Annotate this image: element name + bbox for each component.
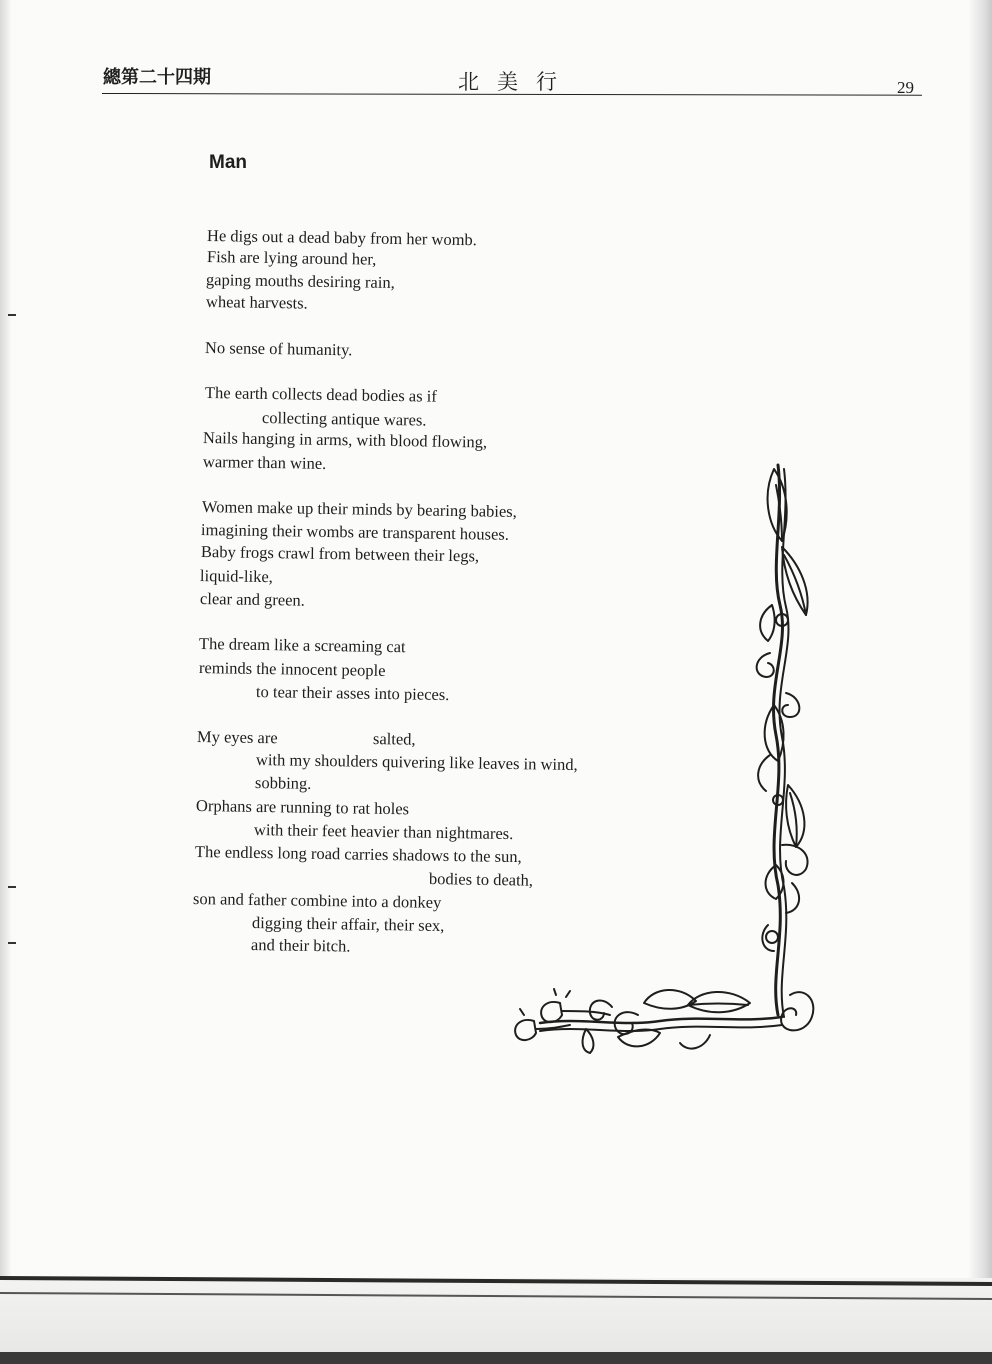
poem-line: Baby frogs crawl from between their legs, (200, 542, 480, 566)
poem-line: son and father combine into a donkey (192, 889, 442, 912)
poem-line: wheat harvests. (205, 292, 308, 313)
margin-mark (8, 314, 16, 316)
poem-line: liquid-like, (199, 566, 274, 587)
poem-title: Man (209, 152, 247, 173)
poem-line: warmer than wine. (202, 452, 327, 473)
margin-mark (8, 886, 16, 888)
journal-title: 北美行 (458, 70, 575, 94)
poem-line: Orphans are running to rat holes (195, 796, 410, 819)
poem-line: Women make up their minds by bearing babies, (201, 497, 517, 521)
scan-shadow-left (0, 0, 12, 1364)
poem-line: My eyes are (196, 727, 278, 748)
poem-line: salted, (372, 729, 416, 749)
poem-line: with their feet heavier than nightmares. (253, 820, 514, 844)
poem-line: digging their affair, their sex, (251, 913, 445, 936)
vine-ornament-icon (500, 455, 820, 1055)
page-number: 29 (897, 78, 914, 97)
poem-line: reminds the innocent people (198, 658, 386, 680)
poem-line: He digs out a dead baby from her womb. (206, 226, 478, 250)
poem-line: No sense of humanity. (204, 338, 353, 360)
poem-line: The dream like a screaming cat (198, 634, 406, 657)
poem-line: and their bitch. (250, 935, 351, 956)
scan-shadow-right (968, 0, 992, 1290)
poem-line: clear and green. (199, 589, 306, 610)
poem-line: gaping mouths desiring rain, (205, 270, 395, 292)
poem-line: imagining their wombs are transparent houses. (200, 520, 510, 544)
poem-line: with my shoulders quivering like leaves in wind, (255, 750, 578, 775)
margin-mark (8, 942, 16, 944)
scan-bottom-strip (0, 1352, 992, 1364)
poem-line: collecting antique wares. (261, 408, 427, 430)
issue-label: 總第二十四期 (103, 67, 211, 88)
poem-line: bodies to death, (428, 869, 534, 890)
poem-line: The earth collects dead bodies as if (204, 383, 437, 406)
poem-line: sobbing. (254, 773, 312, 793)
poem-line: Nails hanging in arms, with blood flowing, (202, 428, 488, 452)
poem-line: to tear their asses into pieces. (255, 682, 450, 705)
poem-line: The endless long road carries shadows to the sun, (194, 842, 522, 867)
poem-line: Fish are lying around her, (206, 247, 377, 269)
